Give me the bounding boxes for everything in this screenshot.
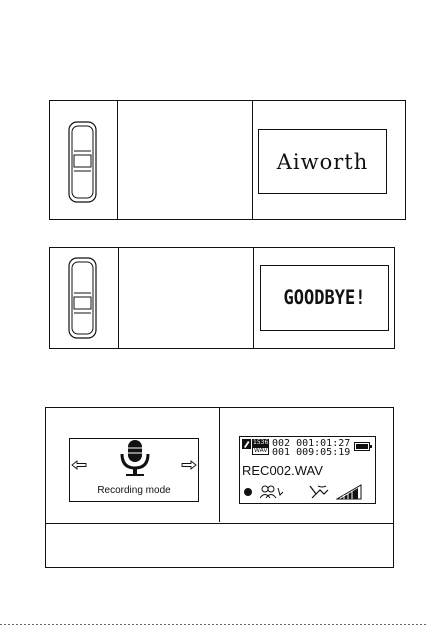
screen-recording-mode: [69, 438, 199, 502]
record-dot-icon: [243, 487, 253, 497]
microphone-icon: [117, 440, 153, 480]
filename: REC002.WAV: [242, 463, 323, 478]
divider: [253, 248, 254, 348]
arrow-right-icon: [181, 460, 197, 470]
display-text: GOODBYE!: [283, 286, 366, 310]
people-voice-icon: [260, 485, 284, 499]
slide-switch-icon: [68, 257, 98, 339]
signal-icon: [308, 484, 332, 500]
table-recording: [45, 407, 394, 568]
pencil-icon: [242, 439, 251, 449]
divider: [46, 523, 393, 524]
slide-switch-icon: [68, 121, 98, 203]
divider: [252, 101, 253, 219]
format-badge: WAV: [254, 447, 268, 454]
divider: [118, 248, 119, 348]
screen-display-aiworth: [258, 129, 387, 194]
battery-icon: [354, 442, 372, 451]
status-line-2: 001 009:05:19: [272, 447, 351, 458]
divider: [219, 408, 220, 522]
display-text: Aiworth: [276, 149, 369, 174]
status-line-1: 002 001:01:27: [272, 438, 351, 449]
level-meter-icon: [336, 484, 362, 500]
recording-mode-label: Recording mode: [97, 485, 171, 496]
table-power-on: [49, 100, 406, 220]
screen-recording-status: [239, 436, 376, 504]
arrow-left-icon: [71, 460, 87, 470]
divider: [117, 101, 118, 219]
bitrate-badge: 1536: [253, 439, 269, 446]
table-power-off: [49, 247, 395, 349]
screen-display-goodbye: [260, 265, 389, 331]
